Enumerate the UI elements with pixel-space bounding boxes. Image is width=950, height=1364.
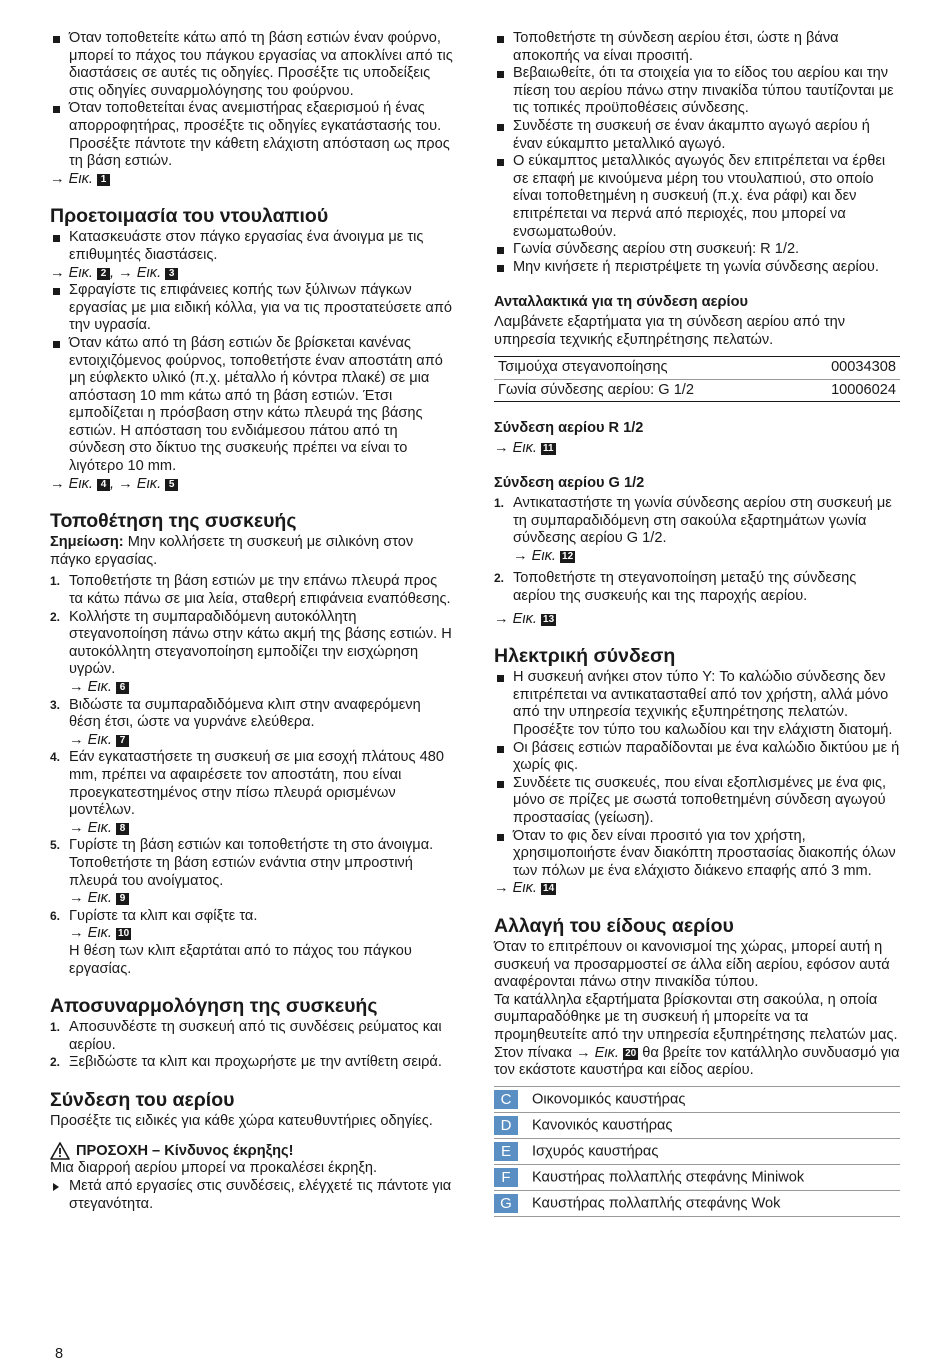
warning-triangle-icon bbox=[50, 1142, 70, 1160]
table-row bbox=[494, 1164, 900, 1190]
step-text: Τοποθετήστε τη βάση εστιών με την επάνω πλευρά προς τα κάτω πάνω σε μια λεία, σταθερή επιφάνεια εναπόθεσης. bbox=[69, 573, 451, 608]
burner-label: Κανονικός καυστήρας bbox=[532, 1117, 673, 1134]
install-step bbox=[50, 749, 455, 837]
step-text: Αποσυνδέστε τη συσκευή από τις συνδέσεις ρεύματος και αερίου. bbox=[69, 1019, 442, 1053]
section-heading-gas: Σύνδεση του αερίου bbox=[50, 1088, 235, 1111]
warning-text: Μια διαρροή αερίου μπορεί να προκαλέσει έκρηξη. bbox=[50, 1160, 378, 1177]
burner-label: Καυστήρας πολλαπλής στεφάνης Miniwok bbox=[532, 1169, 805, 1186]
burner-label: Καυστήρας πολλαπλής στεφάνης Wok bbox=[532, 1195, 781, 1212]
step6-extra: Η θέση των κλιπ εξαρτάται από το πάχος του πάγκου εργασίας. bbox=[69, 942, 412, 977]
table-row bbox=[494, 1190, 900, 1216]
electric-bullet: Η συσκευή ανήκει στον τύπο Y: Το καλώδιο σύνδεσης δεν επιτρέπεται να αντικατασταθεί από τον χρήστη, αλλά μόνο από την υπηρεσία τεχνικής εξυπηρέτησης πελατών. Προσέξτε τον τύπο του καλωδίου και την ελάχιστη διατομή. bbox=[494, 669, 900, 739]
figure-badge: 13 bbox=[543, 613, 555, 625]
figure-badge: 20 bbox=[625, 1047, 637, 1059]
warning-action: Μετά από εργασίες στις συνδέσεις, ελέγχετέ τις πάντοτε για στεγανότητα. bbox=[50, 1178, 455, 1213]
figure-reference: → Εικ. 2 , → Εικ. 3 bbox=[50, 265, 455, 283]
figure-badge: 10 bbox=[118, 928, 130, 940]
step-text: Βιδώστε τα συμπαραδιδόμενα κλιπ στην αναφερόμενη θέση έτσι, ώστε να γυρνάνε ελεύθερα. bbox=[69, 696, 421, 731]
gas-bullet: Ο εύκαμπτος μεταλλικός αγωγός δεν επιτρέπεται να έρθει σε επαφή με κινούμενα μέρη του ντουλαπιού, στο οποίο είναι τοποθετημένη η συσκευή (π.χ. ένα ράφι) και δεν επιτρέπεται να περνά από περιοχές, που μπορεί να ενσωματωθούν. bbox=[494, 153, 900, 241]
step-number: 1. bbox=[494, 496, 505, 511]
page-number: 8 bbox=[55, 1346, 64, 1362]
prep-bullet: Όταν κάτω από τη βάση εστιών δε βρίσκεται κανένας εντοιχιζόμενος φούρνος, τοποθετήστε έναν αποστάτη από μη εύφλεκτο υλικό (π.χ. μέταλλο ή κόντρα πλακέ) σε μια απόσταση 10 mm κάτω από τη βάση εστιών. Έτσι εμποδίζεται η πρόσβαση στην κάτω πλευρά της βάσης εστιών. Η απόσταση του ενδιάμεσου πάτου από τη σύνδεση στο δίκτυο της συσκευής πρέπει να είναι το λιγότερο 10 mm. bbox=[50, 335, 455, 476]
gas-bullet: Συνδέστε τη συσκευή σε έναν άκαμπτο αγωγό αερίου ή έναν εύκαμπτο μεταλλικό αγωγό. bbox=[494, 118, 900, 153]
figure-badge: 8 bbox=[116, 823, 129, 835]
table-row bbox=[494, 1112, 900, 1138]
section-heading-change: Αλλαγή του είδους αερίου bbox=[494, 914, 734, 937]
section-heading-prep: Προετοιμασία του ντουλαπιού bbox=[50, 205, 329, 228]
figure-badge: 9 bbox=[116, 893, 129, 905]
left-column bbox=[50, 30, 455, 1213]
burner-cell bbox=[494, 1190, 900, 1216]
figure-ref-text: → Εικ. bbox=[513, 547, 556, 564]
step-number: 4. bbox=[50, 750, 61, 765]
step-number: 5. bbox=[50, 838, 61, 853]
step-text: Γυρίστε τα κλιπ και σφίξτε τα. bbox=[69, 907, 258, 924]
figure-reference bbox=[69, 820, 455, 838]
section-heading-install: Τοποθέτηση της συσκευής bbox=[50, 510, 297, 533]
burner-letter: G bbox=[494, 1194, 518, 1213]
burner-letter: E bbox=[494, 1142, 518, 1161]
step-text: Γυρίστε τη βάση εστιών και τοποθετήστε τη στο άνοιγμα. Τοποθετήστε τη βάση εστιών ενάντια στην μπροστινή πλευρά του ανοίγματος. bbox=[69, 837, 434, 889]
figure-reference bbox=[69, 925, 455, 943]
spares-heading: Ανταλλακτικά για τη σύνδεση αερίου bbox=[494, 294, 748, 311]
figure-reference: → Εικ. 1 bbox=[50, 171, 455, 189]
burner-cell bbox=[494, 1112, 900, 1138]
g12-step bbox=[494, 570, 900, 605]
intro-bullet: Όταν τοποθετείται ένας ανεμιστήρας εξαερισμού ή ένας απορροφητήρας, προσέξτε τις οδηγίες εγκατάστασής του. Προσέξτε πάντοτε την κάθετη ελάχιστη απόσταση ως προς τη βάση εστιών. bbox=[50, 100, 455, 170]
figure-badge: 14 bbox=[543, 883, 555, 895]
gas-bullet: Τοποθετήστε τη σύνδεση αερίου έτσι, ώστε η βάνα αποκοπής να είναι προσιτή. bbox=[494, 30, 900, 65]
table-row bbox=[494, 1086, 900, 1112]
prep-bullet: Σφραγίστε τις επιφάνειες κοπής των ξύλινων πάγκων εργασίας με μια ειδική κόλλα, για να τις προστατεύσετε από την υγρασία. bbox=[50, 282, 455, 335]
step-number: 1. bbox=[50, 574, 61, 589]
figure-reference: → Εικ. 13 bbox=[494, 610, 555, 627]
figure-ref-text: → Εικ. bbox=[69, 679, 112, 695]
g12-heading: Σύνδεση αερίου G 1/2 bbox=[494, 475, 645, 492]
warning-title: ΠΡΟΣΟΧΗ – Κίνδυνος έκρηξης! bbox=[50, 1142, 455, 1160]
right-column bbox=[494, 30, 900, 1217]
figure-ref-text: → Εικ. bbox=[69, 731, 112, 748]
figure-badge: 1 bbox=[97, 174, 110, 186]
figure-badge: 12 bbox=[562, 550, 574, 562]
g12-steps bbox=[494, 495, 900, 606]
electric-bullets bbox=[494, 669, 900, 880]
g12-step bbox=[494, 495, 900, 565]
step-number: 3. bbox=[50, 697, 61, 712]
step-text: Τοποθετήστε τη στεγανοποίηση μεταξύ της σύνδεσης αερίου της συσκευής και της παροχής αερίου. bbox=[513, 570, 857, 605]
remove-steps bbox=[50, 1019, 455, 1072]
burner-label: Οικονομικός καυστήρας bbox=[532, 1091, 686, 1108]
remove-step bbox=[50, 1019, 455, 1054]
section-heading-electric: Ηλεκτρική σύνδεση bbox=[494, 645, 676, 668]
burner-cell bbox=[494, 1164, 900, 1190]
figure-reference bbox=[69, 732, 455, 750]
step-text: Ξεβιδώστε τα κλιπ και προχωρήστε με την αντίθετη σειρά. bbox=[69, 1054, 442, 1071]
table-row: Γωνία σύνδεσης αερίου: G 1/2 10006024 bbox=[494, 379, 900, 402]
burner-letter: F bbox=[494, 1168, 518, 1187]
burner-table bbox=[494, 1086, 900, 1217]
figure-reference bbox=[69, 890, 455, 908]
figure-ref-text: → Εικ. bbox=[69, 890, 112, 907]
gas-bullet: Γωνία σύνδεσης αερίου στη συσκευή: R 1/2. bbox=[494, 241, 900, 259]
figure-ref-text: → Εικ. bbox=[69, 819, 112, 836]
gas-intro: Προσέξτε τις ειδικές για κάθε χώρα κατευθυντήριες οδηγίες. bbox=[50, 1112, 433, 1129]
figure-badge: 4 bbox=[97, 479, 110, 491]
install-step bbox=[50, 609, 455, 697]
figure-reference: → Εικ. 14 bbox=[494, 880, 555, 897]
step-text: Αντικαταστήστε τη γωνία σύνδεσης αερίου στη συσκευή με τη συμπαραδιδόμενη στη σακούλα εξαρτημάτων γωνία σύνδεσης αερίου G 1/2. bbox=[513, 495, 892, 547]
step-number: 1. bbox=[50, 1020, 61, 1035]
figure-ref-text: → Εικ. bbox=[69, 925, 112, 942]
install-step bbox=[50, 573, 455, 608]
figure-reference bbox=[69, 679, 455, 697]
remove-step bbox=[50, 1054, 455, 1072]
burner-label: Ισχυρός καυστήρας bbox=[532, 1143, 659, 1160]
intro-bullet: Όταν τοποθετείτε κάτω από τη βάση εστιών έναν φούρνο, μπορεί το πάχος του πάγκου εργασίας να αποκλίνει από τις διαστάσεις σε αυτές τις οδηγίες. Προσέξτε τις υποδείξεις στις οδηγίες συναρμολόγησης του φούρνου. bbox=[50, 30, 455, 100]
install-note: Σημείωση: Μην κολλήσετε τη συσκευή με σιλικόνη στον πάγκο εργασίας. bbox=[50, 534, 414, 568]
change-paragraph: Τα κατάλληλα εξαρτήματα βρίσκονται στη σακούλα, η οποία συμπαραδόθηκε με τη συσκευή ή μπορείτε να τα προμηθευτείτε από την υπηρεσία εξυπηρέτησης πελατών μας. Στον πίνακα → Εικ. 20 θα βρείτε τον κατάλληλο συνδυασμό για τον εκάστοτε καυστήρα και είδος αερίου. bbox=[494, 991, 900, 1079]
figure-badge: 2 bbox=[97, 268, 110, 280]
figure-reference bbox=[513, 548, 900, 566]
table-row: Τσιμούχα στεγανοποίησης 00034308 bbox=[494, 357, 900, 380]
burner-cell bbox=[494, 1138, 900, 1164]
electric-bullet: Συνδέετε τις συσκευές, που είναι εξοπλισμένες με ένα φις, μόνο σε πρίζες με σωστά τοποθετημένη σύνδεση αγωγού προστασίας (γείωση). bbox=[494, 775, 900, 828]
step-number: 2. bbox=[494, 571, 505, 586]
figure-badge: 6 bbox=[116, 682, 129, 694]
figure-badge: 11 bbox=[543, 442, 554, 454]
change-paragraph: Όταν το επιτρέπουν οι κανονισμοί της χώρας, μπορεί αυτή η συσκευή να προσαρμοστεί σε άλλα είδη αερίου, εφόσον αυτά αναφέρονται πάνω στην πινακίδα τύπου. bbox=[494, 938, 890, 991]
figure-badge: 3 bbox=[165, 268, 178, 280]
spare-parts-table bbox=[494, 356, 900, 402]
step-text: Κολλήστε τη συμπαραδιδόμενη αυτοκόλλητη στεγανοποίηση πάνω στην κάτω ακμή της βάσης εστιών. Η αυτοκόλλητη στεγανοποίηση εμποδίζει την εισχώρηση υγρών. bbox=[69, 608, 452, 678]
gas-bullets bbox=[494, 30, 900, 276]
step-number: 2. bbox=[50, 609, 61, 624]
prep-bullet: Κατασκευάστε στον πάγκο εργασίας ένα άνοιγμα με τις επιθυμητές διαστάσεις. bbox=[50, 229, 455, 264]
table-row bbox=[494, 1138, 900, 1164]
gas-bullet: Μην κινήσετε ή περιστρέψετε τη γωνία σύνδεσης αερίου. bbox=[494, 259, 900, 277]
r12-heading: Σύνδεση αερίου R 1/2 bbox=[494, 420, 644, 437]
step-text: Εάν εγκαταστήσετε τη συσκευή σε μια εσοχή πλάτους 480 mm, πρέπει να αφαιρέσετε τον αποστάτη, που είναι προεγκατεστημένος στην πίσω πλευρά ορισμένων μοντέλων. bbox=[69, 749, 444, 819]
gas-bullet: Βεβαιωθείτε, ότι τα στοιχεία για το είδος του αερίου και την πίεση του αερίου πάνω στην πινακίδα τύπου ταυτίζονται με τις τοπικές προϋποθέσεις σύνδεσης. bbox=[494, 65, 900, 118]
step-number: 6. bbox=[50, 908, 61, 923]
burner-letter: C bbox=[494, 1090, 518, 1109]
section-heading-remove: Αποσυναρμολόγηση της συσκευής bbox=[50, 995, 378, 1018]
electric-bullet: Οι βάσεις εστιών παραδίδονται με ένα καλώδιο δικτύου με ή χωρίς φις. bbox=[494, 740, 900, 775]
figure-badge: 5 bbox=[165, 479, 178, 491]
burner-cell bbox=[494, 1086, 900, 1112]
figure-badge: 7 bbox=[116, 735, 129, 747]
spares-text: Λαμβάνετε εξαρτήματα για τη σύνδεση αερίου από την υπηρεσία τεχνικής εξυπηρέτησης πελατών. bbox=[494, 313, 846, 348]
electric-bullet: Όταν το φις δεν είναι προσιτό για τον χρήστη, χρησιμοποιήστε έναν διακόπτη προστασίας διακοπής όλων των πόλων με ένα ελάχιστο διάκενο επαφής από 3 mm. bbox=[494, 828, 900, 881]
burner-letter: D bbox=[494, 1116, 518, 1135]
install-step bbox=[50, 908, 455, 943]
figure-reference: → Εικ. 4 , → Εικ. 5 bbox=[50, 476, 455, 494]
install-step bbox=[50, 697, 455, 750]
step-number: 2. bbox=[50, 1055, 61, 1070]
figure-reference: → Εικ. 11 bbox=[494, 439, 554, 456]
install-step bbox=[50, 837, 455, 907]
install-steps bbox=[50, 573, 455, 942]
